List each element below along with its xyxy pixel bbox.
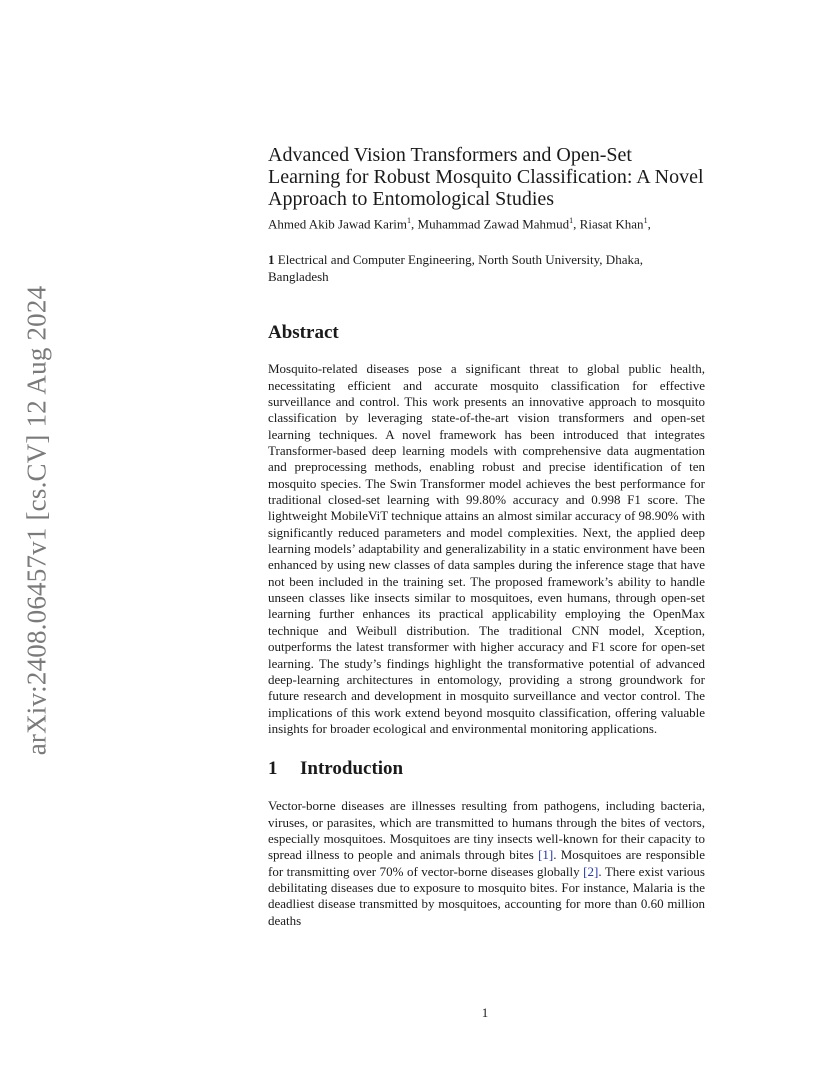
abstract-heading: Abstract: [268, 322, 339, 344]
affiliation-text: Electrical and Computer Engineering, North South University, Dhaka, Bangladesh: [268, 252, 643, 285]
paper-content: [268, 144, 705, 929]
author-name: Muhammad Zawad Mahmud: [417, 216, 570, 232]
author-affiliation-mark: 1: [643, 216, 648, 225]
paper-title: Advanced Vision Transformers and Open-Set Learning for Robust Mosquito Classification: A Novel Approach to Entomological Studies: [268, 144, 704, 210]
introduction-body: [268, 798, 705, 929]
affiliation: [268, 251, 705, 285]
citation-link[interactable]: [2]: [583, 863, 599, 879]
abstract-body: Mosquito-related diseases pose a significant threat to global public health, necessitating efficient and accurate mosquito classification for effective surveillance and control. This work presents an innovative approach to mosquito classification by leveraging state-of-the-art vision transformers and open-set learning techniques. A novel framework has been introduced that integrates Transformer-based deep learning models with comprehensive data augmentation and preprocessing methods, enabling robust and precise identification of ten mosquito species. The Swin Transformer model achieves the best performance for traditional closed-set learning with 99.80% accuracy and 0.998 F1 score. The lightweight MobileViT technique attains an almost similar accuracy of 98.90% with significantly reduced parameters and model complexities. Next, the applied deep learning models’ adaptability and generalizability in a static environment have been enhanced by using new classes of data samples during the inference stage that have not been included in the training set. The proposed framework’s ability to handle unseen classes like insects similar to mosquitoes, even humans, through open-set learning further enhances its practical applicability employing the OpenMax technique and Weibull distribution. The traditional CNN model, Xception, outperforms the latest transformer with higher accuracy and F1 score for open-set learning. The study’s findings highlight the transformative potential of advanced deep-learning architectures in entomology, providing a strong groundwork for future research and development in mosquito surveillance and vector control. The implications of this work extend beyond mosquito classification, offering valuable insights for broader ecological and environmental monitoring applications.: [268, 361, 705, 736]
introduction-text: . Mosquitoes are responsible for transmitting over 70% of vector-borne diseases globally: [268, 847, 705, 879]
affiliation-mark: 1: [268, 252, 275, 268]
author-separator: ,: [647, 216, 651, 232]
arxiv-identifier-stamp: [17, 280, 57, 760]
section-title: Introduction: [300, 758, 404, 780]
author-affiliation-mark: 1: [569, 216, 574, 225]
author-separator: ,: [411, 216, 418, 232]
page-number: 1: [481, 1005, 489, 1020]
introduction-text: . There exist various debilitating diseases due to exposure to mosquito bites. For instance, Malaria is the deadliest disease transmitted by mosquitoes, accounting for more than 0.60 million deaths: [268, 863, 705, 928]
author-name: Riasat Khan: [579, 216, 644, 232]
author-name: Ahmed Akib Jawad Karim: [268, 216, 408, 232]
section-heading-introduction: [268, 757, 705, 781]
author-affiliation-mark: 1: [407, 216, 412, 225]
author-list: [268, 212, 705, 232]
citation-link[interactable]: [1]: [538, 847, 554, 863]
arxiv-identifier-text: arXiv:2408.06457v1 [cs.CV] 12 Aug 2024: [21, 285, 52, 755]
author-separator: ,: [573, 216, 580, 232]
section-number: 1: [268, 758, 278, 780]
introduction-text: Vector-borne diseases are illnesses resulting from pathogens, including bacteria, viruses, or parasites, which are transmitted to humans through the bites of vectors, especially mosquitoes. Mosquitoes are tiny insects well-known for their capacity to spread illness to people and animals through bites: [268, 798, 705, 863]
